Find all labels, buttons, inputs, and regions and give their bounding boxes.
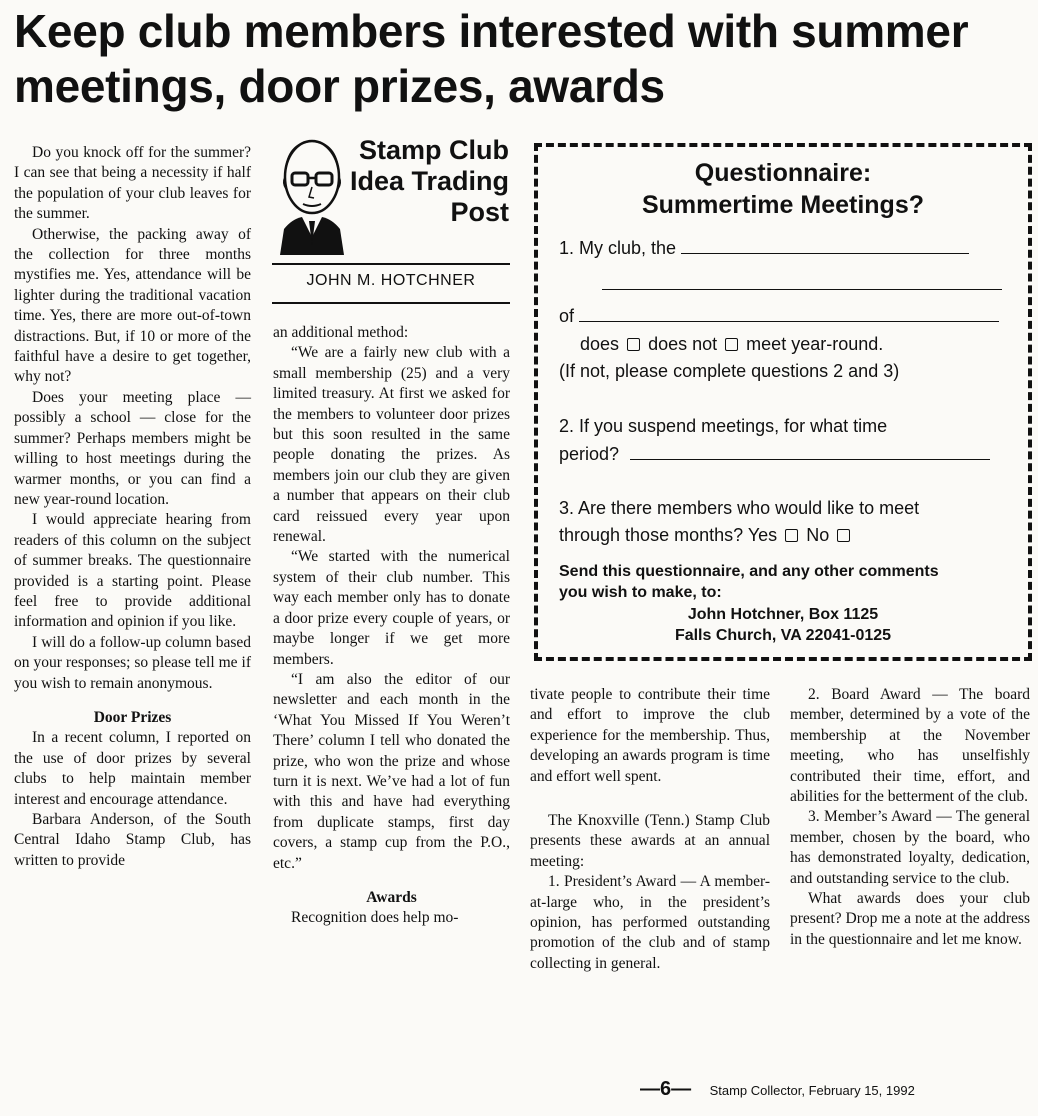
paragraph: “We are a fairly new club with a small membership (25) and a very limited treasury. At first we asked for the members to volunteer door prizes but this soon resulted in the same people donating the prizes. As members join our club they are given a number that appears on their club card reissued every year upon renewal.: [273, 344, 510, 546]
column-4: [790, 685, 1030, 950]
option-does-label: does: [580, 334, 620, 354]
column-2: [273, 323, 510, 929]
time-period-field[interactable]: [630, 445, 990, 460]
divider: [272, 302, 510, 304]
questionnaire-title-line: Questionnaire:: [694, 159, 872, 187]
paragraph: In a recent column, I reported on the use of door prizes by several clubs to help maintain member interest and encourage attendance.: [14, 729, 251, 808]
option-yes-label: Yes: [747, 525, 778, 545]
no-checkbox[interactable]: [837, 529, 850, 542]
column-logo-title: Stamp Club Idea Trading Post: [349, 135, 509, 227]
paragraph: “We started with the numerical system of their club number. This way each member only has to donate a door prize every couple of years, or maybe longer if we get more members.: [273, 548, 510, 668]
club-name-field-continued[interactable]: [602, 275, 1002, 290]
question-1-suffix: meet year-round.: [746, 334, 884, 354]
paragraph: tivate people to contribute their time and effort to improve the club experience for the membership. Thus, developing an awards program is time and effort well spent.: [530, 686, 770, 785]
publication-credit: Stamp Collector, February 15, 1992: [709, 1083, 915, 1098]
paragraph: I would appreciate hearing from readers of this column on the subject of summer breaks. The questionnaire provided is a starting point. Please feel free to provide additional information and opinion if you like.: [14, 511, 251, 631]
paragraph: 3. Member’s Award — The general member, chosen by the board, who has demonstrated loyalty, dedication, and outstanding service to the club.: [790, 808, 1030, 887]
club-location-field[interactable]: [579, 307, 999, 322]
page-number: —6—: [640, 1078, 692, 1100]
club-name-field[interactable]: [681, 239, 969, 254]
questionnaire-title-line: Summertime Meetings?: [641, 191, 924, 219]
paragraph: The Knoxville (Tenn.) Stamp Club presents these awards at an annual meeting:: [530, 812, 770, 870]
paragraph: 1. President’s Award — A member-at-large who, in the president’s opinion, has performed outstanding promotion of the club and of stamp collecting in general.: [530, 873, 770, 972]
yes-checkbox[interactable]: [785, 529, 798, 542]
send-instructions-continued: you wish to make, to:: [559, 584, 722, 601]
paragraph: What awards does your club present? Drop me a note at the address in the questionnaire and let me know.: [790, 890, 1030, 948]
does-not-checkbox[interactable]: [725, 338, 738, 351]
question-1-note: (If not, please complete questions 2 and 3): [559, 361, 900, 381]
question-1-continued: [602, 273, 1002, 295]
question-1-prompt: 1. My club, the: [559, 238, 677, 258]
mailing-address-line-2: Falls Church, VA 22041-0125: [674, 627, 892, 644]
paragraph: an additional method:: [273, 324, 409, 341]
paragraph: “I am also the editor of our newsletter and each month in the ‘What You Missed If You Weren’t There’ column I tell who donated the prize, who won the prize and whose turn it is next. We’ve had a lot of fun with this and have had everything from duplicate stamps, first day covers, a stamp cup from the P.O., etc.”: [273, 670, 510, 872]
mailing-address-line-1: John Hotchner, Box 1125: [687, 606, 879, 623]
question-3-continued: [559, 524, 853, 546]
send-instructions: Send this questionnaire, and any other comments: [559, 563, 939, 580]
option-does-not-label: does not: [648, 334, 718, 354]
question-2: 2. If you suspend meetings, for what time: [559, 416, 888, 436]
paragraph: I will do a follow-up column based on your responses; so please tell me if you wish to remain anonymous.: [14, 633, 251, 692]
paragraph: Does your meeting place — possibly a school — close for the summer? Perhaps members might be willing to host meetings during the warmer months, or you can find a new year-round location.: [14, 388, 251, 508]
questionnaire-box: [534, 143, 1032, 661]
column-1: [14, 143, 251, 871]
question-3-prompt: through those months?: [559, 525, 744, 545]
paragraph: Otherwise, the packing away of the collection for three months mystifies me. Yes, attendance will be lighter during the traditional vacation time. Yes, there are more out-of-town distractions. But, if 10 or more of the faithful have a desire to get together, why not?: [14, 225, 251, 386]
questionnaire-title: [538, 157, 1028, 221]
paragraph: Barbara Anderson, of the South Central Idaho Stamp Club, has written to provide: [14, 811, 251, 869]
paragraph: Do you knock off for the summer? I can see that being a necessity if half the population of your club leaves for the summer.: [14, 144, 251, 223]
paragraph: Recognition does help mo-: [291, 909, 459, 927]
question-2-continued: [559, 443, 990, 465]
column-3: [530, 685, 770, 974]
question-1-of-label: of: [559, 306, 575, 326]
does-checkbox[interactable]: [627, 338, 640, 351]
question-1-location: [559, 305, 999, 327]
question-1-options: [580, 333, 883, 355]
option-no-label: No: [806, 525, 830, 545]
paragraph: 2. Board Award — The board member, determined by a vote of the membership at the November meeting, who has unselfishly contributed their time, effort, and abilities for the betterment of the club.: [790, 686, 1030, 806]
author-byline: JOHN M. HOTCHNER: [306, 272, 476, 289]
question-2-period-label: period?: [559, 444, 620, 464]
page-footer: [640, 1078, 915, 1101]
headline: Keep club members interested with summer meetings, door prizes, awards: [14, 5, 969, 112]
question-3: 3. Are there members who would like to meet: [559, 498, 920, 518]
subhead-door-prizes: Door Prizes: [93, 708, 172, 726]
column-logo: [268, 133, 513, 328]
subhead-awards: Awards: [366, 888, 417, 906]
divider: [272, 263, 510, 265]
question-1: [559, 237, 969, 259]
